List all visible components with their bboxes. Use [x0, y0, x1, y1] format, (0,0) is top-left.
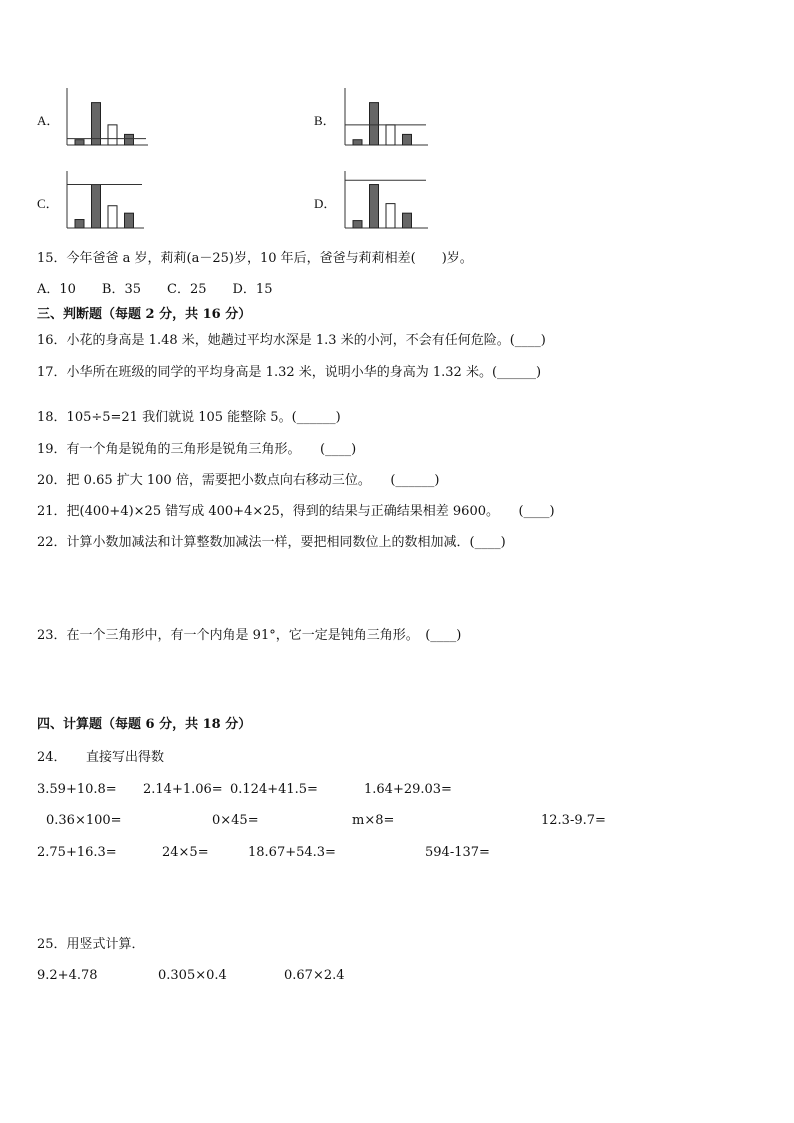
question-17: 17．小华所在班级的同学的平均身高是 1.32 米，说明小华的身高为 1.32 米。(______) — [37, 365, 542, 380]
question-19: 19．有一个角是锐角的三角形是锐角三角形。 (____) — [37, 442, 357, 457]
vertical-calc-item: 0.305×0.4 — [158, 968, 227, 983]
chart-bar — [403, 213, 412, 228]
chart-bar — [75, 220, 84, 228]
calc-item: 24×5= — [162, 845, 209, 860]
section-3-title: 三、判断题（每题 2 分，共 16 分） — [37, 307, 252, 322]
calc-item: 2.75+16.3= — [37, 845, 117, 860]
vertical-calc-item: 9.2+4.78 — [37, 968, 98, 983]
chart-bar — [92, 185, 101, 228]
chart-bar — [125, 134, 134, 145]
option-b-label: B． — [314, 113, 336, 128]
chart-bar — [403, 134, 412, 145]
question-15: 15．今年爸爸 a 岁，莉莉(a－25)岁，10 年后，爸爸与莉莉相差( )岁。 — [37, 251, 473, 266]
calc-item: 0×45= — [212, 813, 259, 828]
vertical-calc-item: 0.67×2.4 — [284, 968, 345, 983]
question-22: 22．计算小数加减法和计算整数加减法一样，要把相同数位上的数相加减．(____) — [37, 535, 506, 550]
chart-bar — [370, 103, 379, 145]
chart-bar — [353, 221, 362, 228]
option-a-label: A． — [37, 113, 60, 128]
chart-bar — [108, 125, 117, 145]
option-c-label: C． — [37, 196, 59, 211]
calc-item: 2.14+1.06= — [143, 782, 223, 797]
chart-bar — [108, 206, 117, 228]
chart-bar — [75, 140, 84, 145]
calc-item: 0.124+41.5= — [230, 782, 318, 797]
option-d-label: D． — [314, 196, 337, 211]
question-15-choices: A．10 B．35 C．25 D．15 — [37, 282, 273, 297]
calc-item: m×8= — [352, 813, 395, 828]
option-a-chart — [64, 88, 148, 146]
calc-item: 12.3-9.7= — [541, 813, 606, 828]
chart-bar — [370, 185, 379, 228]
chart-bar — [386, 125, 395, 145]
question-24-title: 24． 直接写出得数 — [37, 750, 165, 765]
calc-item: 3.59+10.8= — [37, 782, 117, 797]
question-18: 18．105÷5=21 我们就说 105 能整除 5。(______) — [37, 410, 341, 425]
section-4-title: 四、计算题（每题 6 分，共 18 分） — [37, 717, 252, 732]
question-25-title: 25．用竖式计算． — [37, 937, 145, 952]
chart-bar — [125, 213, 134, 228]
question-20: 20．把 0.65 扩大 100 倍，需要把小数点向右移动三位。 (______) — [37, 473, 440, 488]
chart-bar — [386, 204, 395, 228]
calc-item: 594-137= — [425, 845, 490, 860]
question-23: 23．在一个三角形中，有一个内角是 91°，它一定是钝角三角形。 (____) — [37, 628, 462, 643]
question-21: 21．把(400+4)×25 错写成 400+4×25，得到的结果与正确结果相差 9600。 (____) — [37, 504, 555, 519]
option-b-chart — [342, 88, 428, 146]
calc-item: 18.67+54.3= — [248, 845, 336, 860]
question-16: 16．小花的身高是 1.48 米，她趟过平均水深是 1.3 米的小河，不会有任何危险。(____) — [37, 333, 546, 348]
calc-item: 0.36×100= — [46, 813, 122, 828]
chart-bar — [353, 140, 362, 145]
option-d-chart — [342, 171, 428, 229]
calc-item: 1.64+29.03= — [364, 782, 452, 797]
option-c-chart — [64, 171, 144, 229]
